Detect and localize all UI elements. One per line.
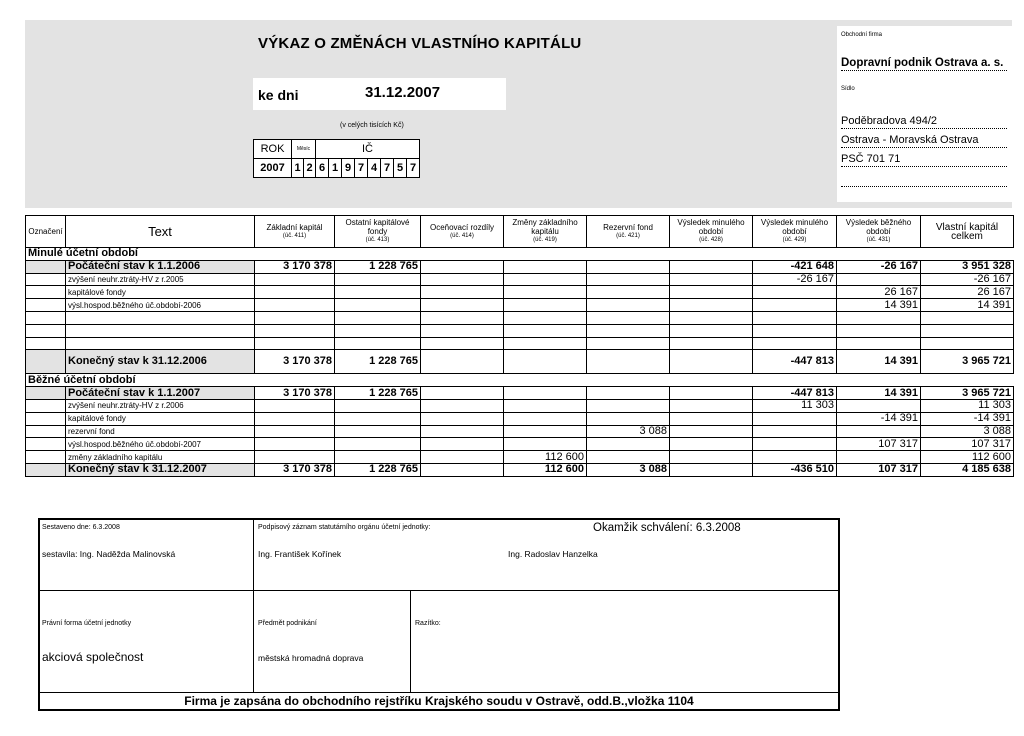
row-label: rezervní fond	[66, 425, 255, 438]
signer-2: Ing. Radoslav Hanzelka	[508, 549, 598, 559]
cell-value	[753, 299, 837, 312]
cell-total: 14 391	[921, 299, 1014, 312]
cell-value: 112 600	[504, 463, 587, 476]
cell-value	[587, 311, 670, 324]
row-label: kapitálové fondy	[66, 286, 255, 299]
ic-digit: 7	[381, 159, 394, 178]
cell-value	[255, 273, 335, 286]
table-row	[26, 425, 1014, 438]
row-label	[66, 324, 255, 337]
cell-value	[753, 412, 837, 425]
row-code	[26, 438, 66, 451]
cell-total	[921, 311, 1014, 324]
cell-value: -421 648	[753, 260, 837, 273]
divider	[253, 520, 254, 692]
mesic-label: Měsíc	[292, 140, 316, 159]
divider	[40, 590, 838, 591]
row-label: Počáteční stav k 1.1.2006	[66, 260, 255, 273]
cell-value: 107 317	[837, 463, 921, 476]
col-header-text: Text	[66, 216, 255, 248]
col-header-account: (úč. 429)	[782, 237, 807, 243]
cell-value	[587, 350, 670, 374]
cell-value	[335, 412, 421, 425]
row-label: Konečný stav k 31.12.2007	[66, 463, 255, 476]
cell-value	[837, 311, 921, 324]
cell-value	[670, 399, 753, 412]
cell-value	[335, 324, 421, 337]
cell-value	[255, 425, 335, 438]
col-header-label: Výsledek minulého období	[677, 218, 745, 236]
col-header-oznaceni: Označení	[26, 216, 66, 248]
cell-value	[753, 337, 837, 350]
cell-value	[753, 451, 837, 464]
table-row	[26, 463, 1014, 476]
cell-value	[587, 451, 670, 464]
cell-total: 112 600	[921, 451, 1014, 464]
units-note: (v celých tisících Kč)	[340, 122, 404, 129]
cell-value	[421, 438, 504, 451]
approval-time: Okamžik schválení: 6.3.2008	[593, 522, 741, 534]
cell-total: 107 317	[921, 438, 1014, 451]
col-header-account: (úč. 413)	[365, 237, 390, 243]
row-code	[26, 425, 66, 438]
cell-value: 107 317	[837, 438, 921, 451]
cell-total: 4 185 638	[921, 463, 1014, 476]
section-title: Minulé účetní období	[26, 248, 1014, 261]
cell-value: -14 391	[837, 412, 921, 425]
cell-value	[587, 387, 670, 400]
cell-total: -14 391	[921, 412, 1014, 425]
address-line	[841, 172, 1007, 187]
cell-value	[587, 412, 670, 425]
row-code	[26, 451, 66, 464]
cell-value	[335, 273, 421, 286]
cell-value	[255, 311, 335, 324]
col-header	[587, 216, 670, 248]
row-label: zvýšení neuhr.ztráty-HV z r.2005	[66, 273, 255, 286]
ic-digit: 4	[368, 159, 381, 178]
cell-value	[504, 412, 587, 425]
cell-value	[837, 425, 921, 438]
cell-total: -26 167	[921, 273, 1014, 286]
col-header	[421, 216, 504, 248]
cell-value	[421, 412, 504, 425]
row-code	[26, 350, 66, 374]
col-header-label: Rezervní fond	[603, 222, 653, 232]
cell-value	[670, 286, 753, 299]
col-header-label: Výsledek minulého období	[760, 218, 829, 236]
cell-value: 1 228 765	[335, 387, 421, 400]
cell-value	[753, 438, 837, 451]
address-line: Ostrava - Moravská Ostrava	[841, 133, 1007, 148]
cell-value	[753, 311, 837, 324]
row-label: Počáteční stav k 1.1.2007	[66, 387, 255, 400]
row-label: zvýšení neuhr.ztráty-HV z r.2006	[66, 399, 255, 412]
table-row	[26, 451, 1014, 464]
col-header	[255, 216, 335, 248]
cell-value	[335, 311, 421, 324]
row-code	[26, 337, 66, 350]
row-code	[26, 260, 66, 273]
cell-value	[837, 399, 921, 412]
cell-value	[421, 350, 504, 374]
col-header	[753, 216, 837, 248]
ic-digit: 1	[329, 159, 342, 178]
cell-value	[504, 311, 587, 324]
report-title: VÝKAZ O ZMĚNÁCH VLASTNÍHO KAPITÁLU	[258, 35, 582, 52]
cell-value: 3 088	[587, 425, 670, 438]
table-row	[26, 299, 1014, 312]
cell-value	[587, 299, 670, 312]
cell-value	[670, 337, 753, 350]
cell-value	[670, 463, 753, 476]
cell-value	[504, 273, 587, 286]
col-header-label: Základní kapitál	[266, 222, 323, 232]
cell-total: 3 951 328	[921, 260, 1014, 273]
firm-caption: Obchodní firma	[841, 32, 883, 38]
cell-total: 3 965 721	[921, 387, 1014, 400]
cell-total: 26 167	[921, 286, 1014, 299]
cell-value: 14 391	[837, 387, 921, 400]
cell-value	[670, 438, 753, 451]
cell-value: -26 167	[753, 273, 837, 286]
col-header-account: (úč. 428)	[699, 237, 723, 243]
business-value: městská hromadná doprava	[258, 653, 364, 663]
cell-value: 3 088	[587, 463, 670, 476]
cell-value	[670, 260, 753, 273]
cell-value	[837, 451, 921, 464]
cell-value	[670, 311, 753, 324]
date-value: 31.12.2007	[365, 84, 441, 101]
section-row	[26, 374, 1014, 387]
cell-value	[421, 463, 504, 476]
divider	[40, 692, 838, 693]
table-row	[26, 324, 1014, 337]
ic-digit: 7	[355, 159, 368, 178]
col-header	[335, 216, 421, 248]
cell-value	[753, 425, 837, 438]
cell-value	[587, 260, 670, 273]
col-header-account: (úč. 419)	[533, 237, 557, 243]
signature-block	[38, 518, 840, 711]
cell-value	[255, 324, 335, 337]
table-row	[26, 311, 1014, 324]
cell-value: -26 167	[837, 260, 921, 273]
registration-note: Firma je zapsána do obchodního rejstříku Krajského soudu v Ostravě, odd.B.,vložka 1104	[184, 694, 694, 708]
cell-value	[504, 286, 587, 299]
row-code	[26, 311, 66, 324]
cell-value	[753, 286, 837, 299]
cell-value	[335, 299, 421, 312]
cell-value	[421, 299, 504, 312]
table-row	[26, 412, 1014, 425]
compiled-by: sestavila: Ing. Naděžda Malinovská	[42, 549, 176, 559]
row-code	[26, 387, 66, 400]
cell-value: -447 813	[753, 387, 837, 400]
cell-value	[670, 350, 753, 374]
cell-value	[421, 311, 504, 324]
cell-value	[670, 324, 753, 337]
cell-total: 11 303	[921, 399, 1014, 412]
col-header	[504, 216, 587, 248]
col-header	[670, 216, 753, 248]
cell-value	[421, 451, 504, 464]
table-row	[26, 260, 1014, 273]
cell-value	[421, 399, 504, 412]
address-line: Poděbradova 494/2	[841, 114, 1007, 129]
cell-value: 1 228 765	[335, 463, 421, 476]
cell-value	[504, 299, 587, 312]
date-box	[253, 78, 506, 110]
row-label: výsl.hospod.běžného úč.období-2007	[66, 438, 255, 451]
table-row	[26, 286, 1014, 299]
table-row	[26, 399, 1014, 412]
table-row	[26, 273, 1014, 286]
cell-value	[587, 286, 670, 299]
cell-value	[335, 425, 421, 438]
ic-label: IČ	[316, 140, 420, 159]
section-title: Běžné účetní období	[26, 374, 1014, 387]
row-code	[26, 299, 66, 312]
month-digit: 2	[304, 159, 316, 178]
col-header-label: Výsledek běžného období	[845, 218, 912, 236]
row-label	[66, 311, 255, 324]
cell-value	[255, 299, 335, 312]
cell-value	[504, 387, 587, 400]
cell-total	[921, 337, 1014, 350]
table-row	[26, 387, 1014, 400]
cell-value: 112 600	[504, 451, 587, 464]
firm-box	[837, 26, 1012, 202]
divider	[410, 590, 411, 692]
table-row	[26, 337, 1014, 350]
cell-value	[670, 299, 753, 312]
seat-caption: Sídlo	[841, 86, 855, 92]
date-label: ke dni	[258, 87, 299, 103]
col-header	[837, 216, 921, 248]
table-row	[26, 350, 1014, 374]
cell-value	[335, 337, 421, 350]
cell-value	[837, 273, 921, 286]
col-header-account: (úč. 421)	[616, 232, 640, 239]
cell-value	[255, 399, 335, 412]
cell-value	[335, 438, 421, 451]
ic-digit: 9	[342, 159, 355, 178]
cell-value	[504, 399, 587, 412]
cell-value: 1 228 765	[335, 260, 421, 273]
cell-value	[837, 324, 921, 337]
cell-value: 1 228 765	[335, 350, 421, 374]
cell-value	[587, 438, 670, 451]
cell-value	[255, 286, 335, 299]
cell-value	[421, 260, 504, 273]
section-row	[26, 248, 1014, 261]
address-line: PSČ 701 71	[841, 152, 1007, 167]
cell-value	[504, 425, 587, 438]
rok-label: ROK	[254, 140, 292, 159]
cell-value: 3 170 378	[255, 260, 335, 273]
stamp-label: Razítko:	[415, 620, 441, 627]
cell-value	[421, 324, 504, 337]
cell-value	[670, 425, 753, 438]
row-code	[26, 463, 66, 476]
cell-value	[421, 337, 504, 350]
cell-value: 3 170 378	[255, 387, 335, 400]
cell-value	[753, 324, 837, 337]
table-row	[26, 438, 1014, 451]
cell-value: -447 813	[753, 350, 837, 374]
col-header-account: (úč. 431)	[866, 237, 891, 243]
cell-value	[504, 260, 587, 273]
firm-name: Dopravní podnik Ostrava a. s.	[841, 56, 1007, 71]
cell-value	[504, 350, 587, 374]
row-code	[26, 399, 66, 412]
row-label: kapitálové fondy	[66, 412, 255, 425]
cell-value	[504, 438, 587, 451]
col-header-label: Změny základního kapitálu	[512, 218, 578, 236]
cell-value: 3 170 378	[255, 463, 335, 476]
cell-value	[255, 337, 335, 350]
ic-digit: 6	[316, 159, 329, 178]
signer-1: Ing. František Kořínek	[258, 549, 342, 559]
row-label: Konečný stav k 31.12.2006	[66, 350, 255, 374]
ic-digit: 7	[407, 159, 420, 178]
cell-value	[421, 286, 504, 299]
cell-total: 3 965 721	[921, 350, 1014, 374]
row-label: změny základního kapitálu	[66, 451, 255, 464]
equity-table	[25, 215, 1014, 477]
row-code	[26, 273, 66, 286]
cell-value	[255, 438, 335, 451]
row-code	[26, 324, 66, 337]
signature-label: Podpisový záznam statutárního orgánu účetní jednotky:	[258, 524, 431, 531]
table-header-row	[26, 216, 1014, 248]
cell-value	[335, 286, 421, 299]
cell-total: 3 088	[921, 425, 1014, 438]
row-code	[26, 412, 66, 425]
cell-value	[504, 324, 587, 337]
cell-total	[921, 324, 1014, 337]
compiled-date: Sestaveno dne: 6.3.2008	[42, 524, 120, 531]
col-header-account: (úč. 414)	[450, 232, 474, 239]
cell-value	[670, 451, 753, 464]
cell-value: 14 391	[837, 299, 921, 312]
col-header-label: Oceňovací rozdíly	[429, 222, 495, 232]
cell-value	[587, 337, 670, 350]
year-ic-grid	[253, 139, 420, 178]
month-digit: 1	[292, 159, 304, 178]
cell-value: 3 170 378	[255, 350, 335, 374]
ic-digit: 5	[394, 159, 407, 178]
col-header-total: Vlastní kapitál celkem	[921, 216, 1014, 248]
cell-value: 11 303	[753, 399, 837, 412]
row-label	[66, 337, 255, 350]
col-header-label: Ostatní kapitálové fondy	[345, 218, 410, 236]
row-code	[26, 286, 66, 299]
cell-value	[335, 451, 421, 464]
cell-value	[255, 412, 335, 425]
year-value: 2007	[254, 159, 292, 178]
cell-value: 14 391	[837, 350, 921, 374]
cell-value	[670, 273, 753, 286]
cell-value	[421, 273, 504, 286]
col-header-account: (úč. 411)	[282, 232, 307, 239]
cell-value: -436 510	[753, 463, 837, 476]
cell-value	[587, 399, 670, 412]
cell-value	[504, 337, 587, 350]
legal-form-value: akciová společnost	[42, 650, 144, 664]
legal-form-label: Právní forma účetní jednotky	[42, 620, 132, 627]
cell-value	[587, 324, 670, 337]
cell-value	[255, 451, 335, 464]
cell-value: 26 167	[837, 286, 921, 299]
business-label: Předmět podnikání	[258, 620, 317, 627]
cell-value	[837, 337, 921, 350]
cell-value	[670, 412, 753, 425]
cell-value	[421, 387, 504, 400]
cell-value	[670, 387, 753, 400]
cell-value	[335, 399, 421, 412]
cell-value	[587, 273, 670, 286]
cell-value	[421, 425, 504, 438]
row-label: výsl.hospod.běžného úč.období-2006	[66, 299, 255, 312]
